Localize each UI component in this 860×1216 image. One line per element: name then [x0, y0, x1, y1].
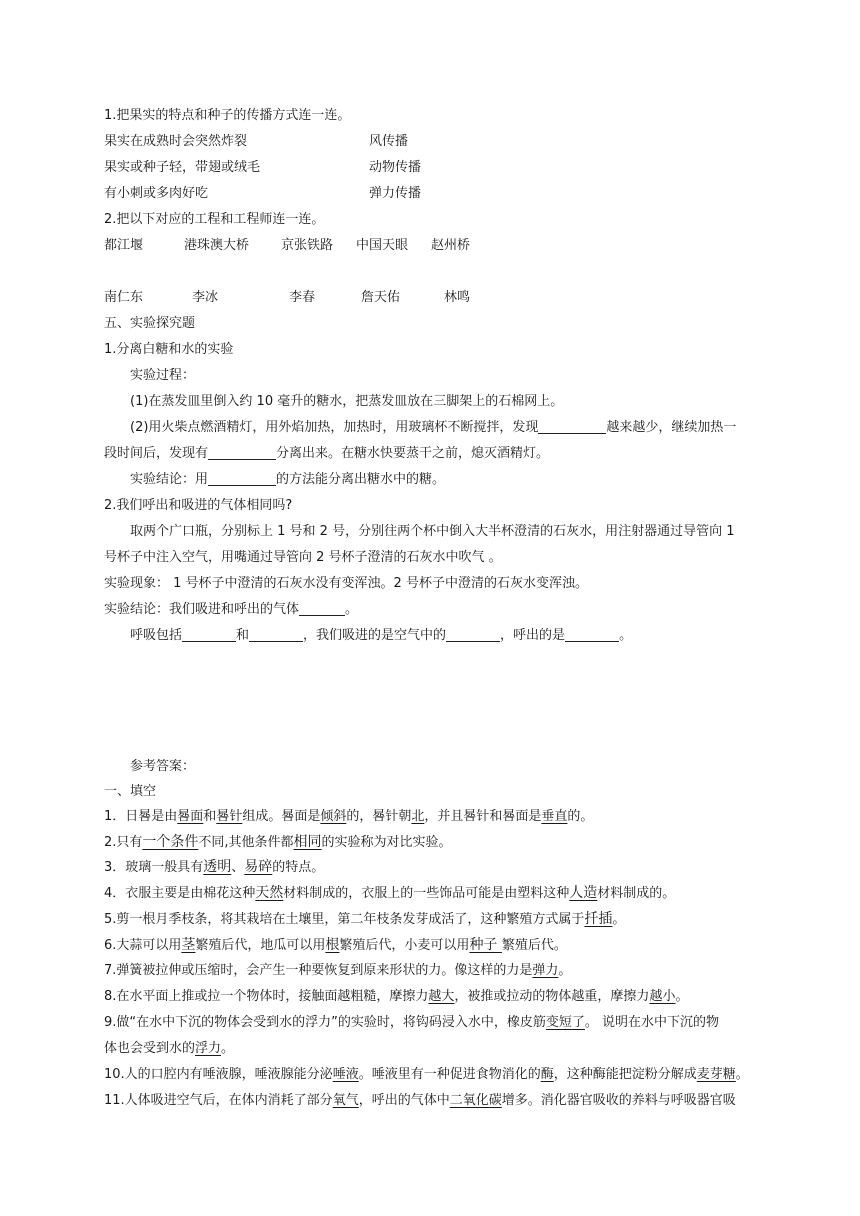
answer-filled: 弹力 — [532, 963, 559, 978]
text: ，我们吸进的是空气中的 — [303, 628, 447, 643]
text: 。 — [619, 628, 633, 643]
answer-blank[interactable] — [208, 471, 276, 486]
answer-filled: 透明 — [203, 859, 232, 875]
exp1-conclusion — [130, 471, 445, 489]
exp1-title: 1.分离白糖和水的实验 — [104, 342, 234, 357]
text: 增多。消化器官吸收的养料与呼吸器官吸 — [501, 1093, 736, 1108]
answer-filled: 相同 — [293, 834, 322, 850]
q2-engineer: 李冰 — [192, 290, 219, 305]
text: ，呼出的气体中 — [358, 1093, 450, 1108]
answer-blank[interactable] — [538, 419, 606, 434]
answer-filled: 垂直 — [541, 809, 568, 824]
answer-blank[interactable] — [208, 445, 276, 460]
text: 9.做“在水中下沉的物体会受到水的浮力”的实验时，将钩码浸入水中，橡皮筋 — [104, 1015, 546, 1030]
text: 。 — [612, 912, 626, 927]
answer-filled: 越小 — [649, 989, 676, 1004]
answer-filled: 一个条件 — [142, 834, 199, 850]
text: 。 — [675, 989, 689, 1004]
text: 的方法能分离出糖水中的糖。 — [276, 472, 446, 487]
q2-title: 2.把以下对应的工程和工程师连一连。 — [104, 212, 325, 227]
answer-5 — [104, 910, 625, 929]
q2-project: 京张铁路 — [281, 238, 334, 253]
answer-filled: 变短了 — [545, 1015, 585, 1030]
text: 11.人体吸进空气后，在体内消耗了部分 — [104, 1093, 333, 1108]
exp2-desc-line2: 号杯子中注入空气，用嘴通过导管向 2 号杯子澄清的石灰水中吹气 。 — [104, 550, 502, 565]
q1-left-item: 果实或种子轻，带翅或绒毛 — [104, 160, 261, 175]
answer-blank[interactable] — [249, 627, 303, 642]
text: 材料制成的，衣服上的一些饰品可能是由塑料这种 — [283, 886, 570, 901]
exp2-conclusion — [104, 601, 358, 619]
text: 。 说明在水中下沉的物 — [584, 1015, 720, 1030]
answer-2 — [104, 833, 452, 852]
exp2-phenomenon: 实验现象： 1 号杯子中澄清的石灰水没有变浑浊。2 号杯子中澄清的石灰水变浑浊。 — [104, 576, 588, 591]
q2-project: 赵州桥 — [431, 238, 471, 253]
answer-1 — [104, 808, 593, 826]
text: 实验结论：我们吸进和呼出的气体 — [104, 602, 300, 617]
text: 。 — [345, 602, 359, 617]
text: 和 — [236, 628, 250, 643]
q2-engineer: 南仁东 — [104, 290, 144, 305]
text: 繁殖后代。 — [501, 938, 567, 953]
text: 。 — [558, 963, 572, 978]
answers-section: 一、填空 — [104, 784, 157, 799]
answer-filled: 根 — [325, 937, 340, 953]
text: ，呼出的是 — [500, 628, 566, 643]
text: 繁殖后代，地瓜可以用 — [195, 938, 326, 953]
answer-filled: 二氧化碳 — [449, 1093, 502, 1108]
text: 材料制成的。 — [597, 886, 676, 901]
text: 。 — [735, 1067, 749, 1082]
answer-filled: 氧气 — [332, 1093, 359, 1108]
text: 2.只有 — [104, 835, 143, 850]
answer-filled: 扦插 — [584, 911, 613, 927]
q2-engineer: 林鸣 — [444, 290, 471, 305]
text: 的实验称为对比实验。 — [321, 835, 452, 850]
text: ，被推或拉动的物体越重，摩擦力 — [454, 989, 650, 1004]
answer-filled: 北 — [411, 809, 425, 824]
q2-project: 中国天眼 — [356, 238, 409, 253]
exp1-step2-line1 — [130, 419, 736, 437]
answer-blank[interactable] — [299, 601, 345, 616]
text: 的。 — [567, 809, 594, 824]
exp1-step1: (1)在蒸发皿里倒入约 10 毫升的糖水，把蒸发皿放在三脚架上的石棉网上。 — [130, 394, 564, 409]
exp1-step2-line2 — [104, 445, 549, 463]
text: 分离出来。在糖水快要蒸干之前，熄灭酒精灯。 — [276, 446, 550, 461]
section5-title: 五、实验探究题 — [104, 316, 196, 331]
text: ，这种酶能把淀粉分解成 — [553, 1067, 697, 1082]
exp2-desc-line1: 取两个广口瓶，分别标上 1 号和 2 号，分别往两个杯中倒入大半杯澄清的石灰水，用注射器通过导管向 1 — [130, 524, 735, 539]
answer-9-line2 — [104, 1040, 234, 1058]
answer-8 — [104, 988, 688, 1006]
text: ，并且晷针和晷面是 — [424, 809, 542, 824]
q1-title: 1.把果实的特点和种子的传播方式连一连。 — [104, 108, 351, 123]
text: 的，晷针朝 — [346, 809, 412, 824]
text: 6.大蒜可以用 — [104, 938, 182, 953]
answer-4 — [104, 884, 675, 903]
text: 越来越少，继续加热一 — [606, 420, 737, 435]
q1-left-item: 果实在成熟时会突然炸裂 — [104, 134, 248, 149]
text: 繁殖后代，小麦可以用 — [339, 938, 470, 953]
text: 。 — [221, 1041, 235, 1056]
text: 。唾液里有一种促进食物消化的 — [358, 1067, 541, 1082]
answer-filled: 酶 — [540, 1067, 554, 1082]
text: 组成。晷面是 — [242, 809, 321, 824]
answer-filled: 浮力 — [195, 1041, 222, 1056]
exp1-process-label: 实验过程： — [130, 368, 196, 383]
answer-blank[interactable] — [446, 627, 500, 642]
answer-6 — [104, 936, 567, 955]
q1-left-item: 有小刺或多肉好吃 — [104, 186, 209, 201]
text: 和 — [203, 809, 217, 824]
answer-blank[interactable] — [182, 627, 236, 642]
text: 7.弹簧被拉伸或压缩时，会产生一种要恢复到原来形状的力。像这样的力是 — [104, 963, 533, 978]
answer-filled: 麦芽糖 — [696, 1067, 736, 1082]
answer-9-line1 — [104, 1014, 719, 1032]
text: 实验结论：用 — [130, 472, 209, 487]
answer-blank[interactable] — [565, 627, 619, 642]
answer-filled: 易碎 — [244, 859, 273, 875]
text: 4．衣服主要是由棉花这种 — [104, 886, 256, 901]
q1-right-item: 弹力传播 — [369, 186, 422, 201]
text: 体也会受到水的 — [104, 1041, 196, 1056]
text: 8.在水平面上推或拉一个物体时，接触面越粗糙，摩擦力 — [104, 989, 429, 1004]
text: 5.剪一根月季枝条，将其栽培在土壤里，第二年枝条发芽成活了，这种繁殖方式属于 — [104, 912, 585, 927]
text: 呼吸包括 — [130, 628, 183, 643]
text: (2)用火柴点燃酒精灯，用外焰加热，加热时，用玻璃杯不断搅拌，发现 — [130, 420, 539, 435]
text: 3．玻璃一般具有 — [104, 860, 204, 875]
answer-filled: 晷面 — [177, 809, 204, 824]
q1-right-item: 风传播 — [369, 134, 409, 149]
q2-project: 都江堰 — [104, 238, 144, 253]
text: 的特点。 — [272, 860, 325, 875]
q2-engineer: 詹天佑 — [361, 290, 401, 305]
answer-filled: 晷针 — [216, 809, 243, 824]
answer-11 — [104, 1092, 736, 1110]
answer-filled: 倾斜 — [320, 809, 347, 824]
answer-filled: 越大 — [428, 989, 455, 1004]
answer-filled: 茎 — [181, 937, 196, 953]
exp2-title: 2.我们呼出和吸进的气体相同吗? — [104, 498, 293, 513]
text: 10.人的口腔内有唾液腺，唾液腺能分泌 — [104, 1067, 333, 1082]
q2-project: 港珠澳大桥 — [184, 238, 250, 253]
text: 段时间后，发现有 — [104, 446, 209, 461]
answers-title: 参考答案： — [130, 759, 196, 774]
text: 1．日晷是由 — [104, 809, 178, 824]
answer-filled: 天然 — [255, 885, 284, 901]
answer-filled: 种子 — [469, 937, 502, 953]
q2-engineer: 李春 — [289, 290, 316, 305]
answer-7 — [104, 962, 571, 980]
text: 不同,其他条件都 — [198, 835, 294, 850]
answer-10 — [104, 1066, 749, 1084]
text: 、 — [231, 860, 245, 875]
answer-filled: 唾液 — [332, 1067, 359, 1082]
answer-3 — [104, 858, 324, 877]
exp2-breathing — [130, 627, 632, 645]
q1-right-item: 动物传播 — [369, 160, 422, 175]
answer-filled: 人造 — [569, 885, 598, 901]
